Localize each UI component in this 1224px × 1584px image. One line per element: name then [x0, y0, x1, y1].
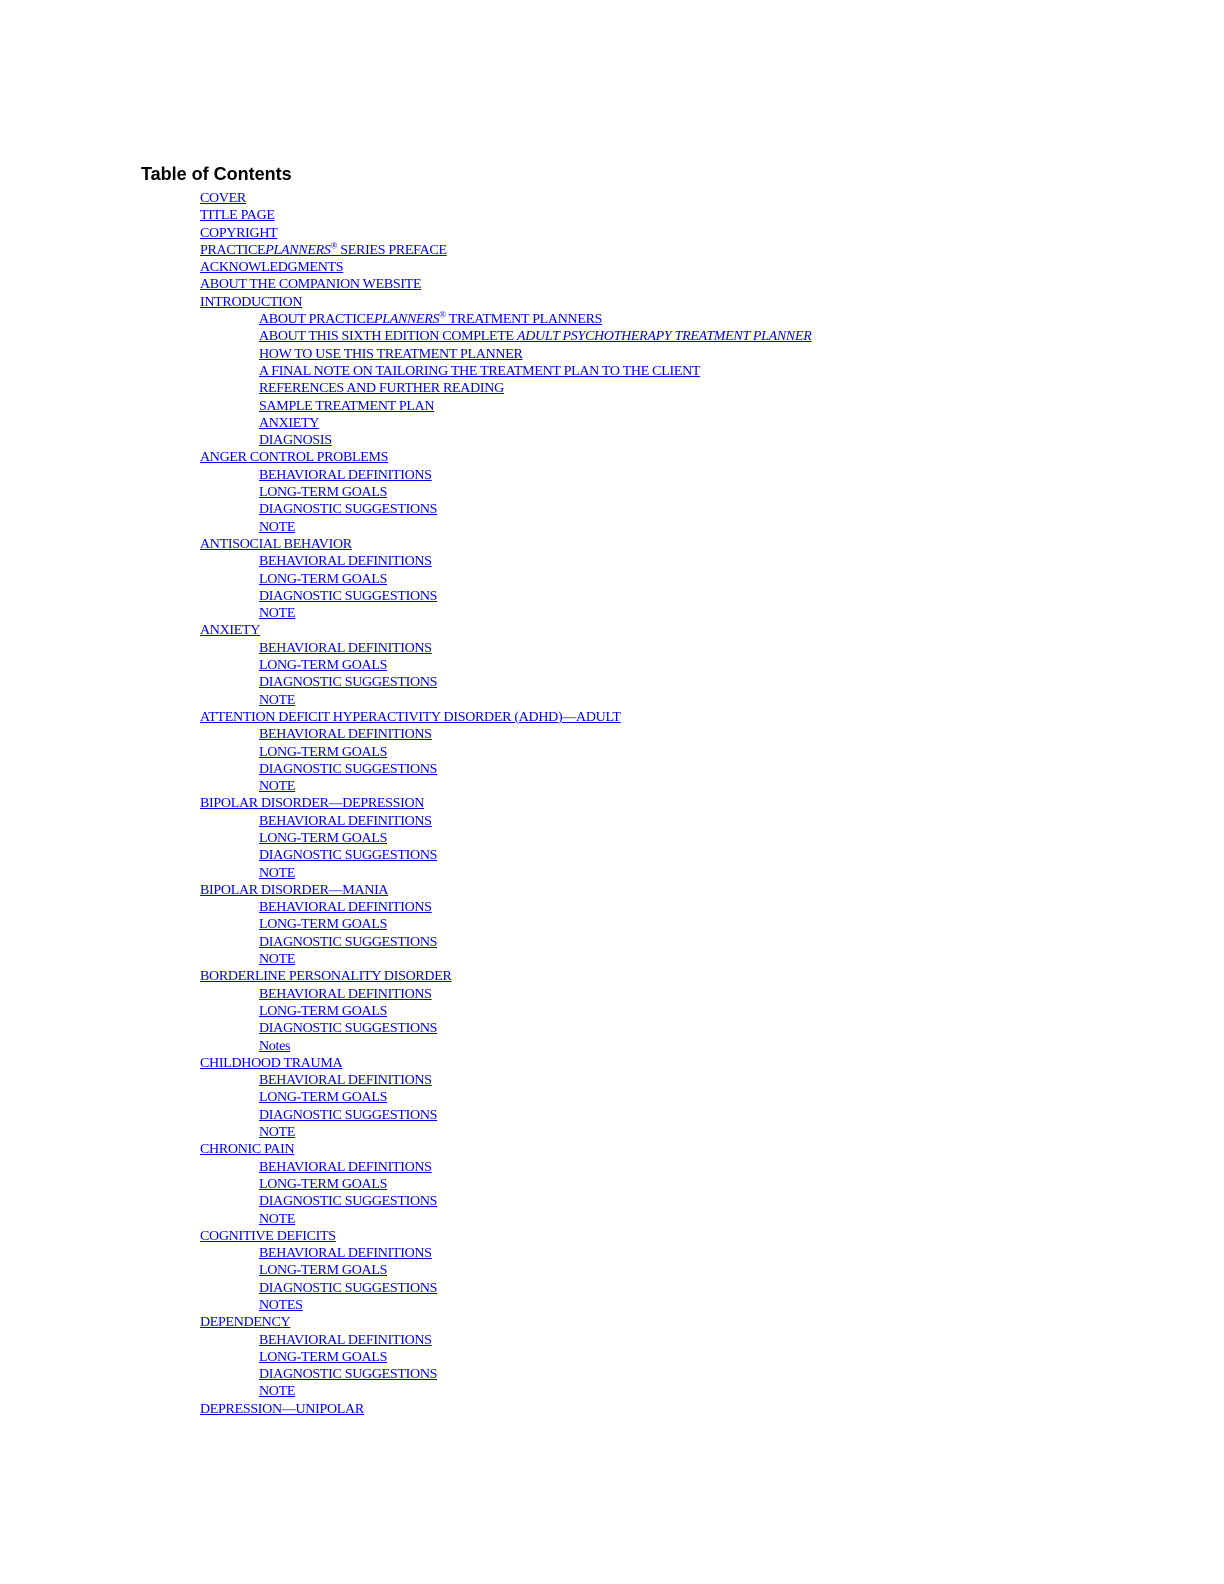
toc-row	[259, 1176, 1224, 1193]
toc-row	[200, 259, 1224, 276]
toc-link-diagnostic-suggestions[interactable]: DIAGNOSTIC SUGGESTIONS	[259, 1107, 438, 1123]
toc-row	[259, 830, 1224, 847]
toc-row	[259, 1383, 1224, 1400]
toc-row	[259, 1072, 1224, 1089]
toc-link-chronic-pain[interactable]: CHRONIC PAIN	[200, 1142, 295, 1158]
toc-row	[259, 380, 1224, 397]
toc-row	[259, 363, 1224, 380]
toc-link-bipolar-disorder-depression[interactable]: BIPOLAR DISORDER—DEPRESSION	[200, 796, 425, 812]
toc-row	[259, 813, 1224, 830]
toc-row	[259, 986, 1224, 1003]
toc-link-anger-control-problems[interactable]: ANGER CONTROL PROBLEMS	[200, 450, 389, 466]
toc-link-diagnostic-suggestions[interactable]: DIAGNOSTIC SUGGESTIONS	[259, 588, 438, 604]
toc-row	[259, 1280, 1224, 1297]
toc-row	[200, 225, 1224, 242]
toc-row	[259, 778, 1224, 795]
toc-link-behavioral-definitions[interactable]: BEHAVIORAL DEFINITIONS	[259, 813, 432, 829]
toc-link-diagnostic-suggestions[interactable]: DIAGNOSTIC SUGGESTIONS	[259, 848, 438, 864]
toc-link-note[interactable]: NOTE	[259, 519, 296, 535]
toc-link-about-this-sixth-edition-complete-adult-psychotherapy-treatment-planner[interactable]	[259, 329, 811, 344]
toc-link-diagnostic-suggestions[interactable]: DIAGNOSTIC SUGGESTIONS	[259, 934, 438, 950]
page-title: Table of Contents	[141, 164, 292, 184]
toc-link-behavioral-definitions[interactable]: BEHAVIORAL DEFINITIONS	[259, 900, 432, 916]
toc-row	[259, 1107, 1224, 1124]
toc-link-text[interactable]: PLANNERS	[373, 312, 440, 328]
toc-row	[259, 1003, 1224, 1020]
toc-row	[259, 1038, 1224, 1055]
toc-row	[259, 1211, 1224, 1228]
toc-link-text[interactable]: PRACTICE	[200, 242, 266, 258]
toc-row	[200, 242, 1224, 259]
toc-row	[259, 934, 1224, 951]
toc-link-diagnostic-suggestions[interactable]: DIAGNOSTIC SUGGESTIONS	[259, 1280, 438, 1296]
toc-link-long-term-goals[interactable]: LONG-TERM GOALS	[259, 658, 388, 674]
toc-row	[259, 484, 1224, 501]
toc-link-text[interactable]: ADULT PSYCHOTHERAPY TREATMENT PLANNER	[517, 329, 812, 345]
toc-link-note[interactable]: NOTE	[259, 606, 296, 622]
toc-link-diagnostic-suggestions[interactable]: DIAGNOSTIC SUGGESTIONS	[259, 502, 438, 518]
toc-link-practiceplanners-series-preface[interactable]	[200, 240, 447, 258]
toc-link-text[interactable]: SERIES PREFACE	[337, 242, 447, 258]
toc-link-diagnostic-suggestions[interactable]: DIAGNOSTIC SUGGESTIONS	[259, 761, 438, 777]
toc-link-note[interactable]: NOTE	[259, 1125, 296, 1141]
toc-link-text[interactable]: ABOUT PRACTICE	[259, 312, 374, 328]
toc-link-notes[interactable]: NOTES	[259, 1298, 303, 1313]
toc-link-long-term-goals[interactable]: LONG-TERM GOALS	[259, 1349, 388, 1365]
toc-row	[259, 1089, 1224, 1106]
toc-link-behavioral-definitions[interactable]: BEHAVIORAL DEFINITIONS	[259, 640, 432, 656]
toc-row	[259, 726, 1224, 743]
toc-row	[259, 328, 1224, 345]
toc-link-notes[interactable]: Notes	[259, 1038, 291, 1054]
toc-row	[200, 709, 1224, 726]
toc-link-long-term-goals[interactable]: LONG-TERM GOALS	[259, 1003, 388, 1019]
toc-row	[259, 501, 1224, 518]
toc-row	[259, 1193, 1224, 1210]
toc-link-title-page[interactable]: TITLE PAGE	[200, 208, 275, 224]
toc-row	[200, 882, 1224, 899]
toc-link-behavioral-definitions[interactable]: BEHAVIORAL DEFINITIONS	[259, 554, 432, 570]
toc-row	[259, 467, 1224, 484]
toc-row	[200, 968, 1224, 985]
toc-link-childhood-trauma[interactable]: CHILDHOOD TRAUMA	[200, 1055, 343, 1071]
toc-link-note[interactable]: NOTE	[259, 865, 296, 881]
toc-link-antisocial-behavior[interactable]: ANTISOCIAL BEHAVIOR	[200, 536, 352, 552]
toc-link-behavioral-definitions[interactable]: BEHAVIORAL DEFINITIONS	[259, 1073, 432, 1089]
toc-link-about-practiceplanners-treatment-planners[interactable]	[259, 309, 603, 328]
toc-link-behavioral-definitions[interactable]: BEHAVIORAL DEFINITIONS	[259, 1159, 432, 1175]
toc-row	[200, 622, 1224, 639]
toc-row	[259, 674, 1224, 691]
toc-row	[259, 1366, 1224, 1383]
toc-link-a-final-note-on-tailoring-the-treatment-plan-to-the-client[interactable]: A FINAL NOTE ON TAILORING THE TREATMENT PLAN TO THE CLIENT	[259, 363, 701, 379]
toc-link-diagnosis[interactable]: DIAGNOSIS	[259, 433, 332, 449]
toc-link-references-and-further-reading[interactable]: REFERENCES AND FURTHER READING	[259, 381, 504, 397]
toc-link-long-term-goals[interactable]: LONG-TERM GOALS	[259, 744, 388, 760]
toc-row	[259, 1262, 1224, 1279]
toc-row	[259, 432, 1224, 449]
toc-row	[200, 1401, 1224, 1418]
toc-row	[259, 571, 1224, 588]
toc-row	[200, 190, 1224, 207]
toc-row	[259, 415, 1224, 432]
toc-link-copyright[interactable]: COPYRIGHT	[200, 225, 278, 241]
toc-link-cover[interactable]: COVER	[200, 191, 246, 206]
toc-link-long-term-goals[interactable]: LONG-TERM GOALS	[259, 1263, 388, 1279]
toc-row	[200, 449, 1224, 466]
toc-row	[259, 1349, 1224, 1366]
toc-row	[259, 847, 1224, 864]
toc-row	[259, 657, 1224, 674]
toc-link-long-term-goals[interactable]: LONG-TERM GOALS	[259, 917, 388, 933]
toc-link-text[interactable]: PLANNERS	[265, 242, 331, 258]
toc-link-about-the-companion-website[interactable]: ABOUT THE COMPANION WEBSITE	[200, 277, 422, 293]
toc-link-diagnostic-suggestions[interactable]: DIAGNOSTIC SUGGESTIONS	[259, 1021, 438, 1037]
toc-row	[259, 1332, 1224, 1349]
toc-row	[259, 744, 1224, 761]
toc-row	[200, 1141, 1224, 1158]
toc-row	[259, 951, 1224, 968]
toc-link-behavioral-definitions[interactable]: BEHAVIORAL DEFINITIONS	[259, 727, 432, 743]
toc-link-anxiety[interactable]: ANXIETY	[259, 415, 320, 431]
toc-row	[200, 276, 1224, 293]
toc-row	[259, 692, 1224, 709]
toc-row	[259, 519, 1224, 536]
toc-row	[259, 1245, 1224, 1262]
toc-row	[259, 865, 1224, 882]
toc-link-how-to-use-this-treatment-planner[interactable]: HOW TO USE THIS TREATMENT PLANNER	[259, 346, 523, 362]
toc-link-diagnostic-suggestions[interactable]: DIAGNOSTIC SUGGESTIONS	[259, 675, 438, 691]
toc-row	[259, 605, 1224, 622]
toc-link-cognitive-deficits[interactable]: COGNITIVE DEFICITS	[200, 1228, 336, 1244]
toc-link-attention-deficit-hyperactivity-disorder-adhd-adult[interactable]: ATTENTION DEFICIT HYPERACTIVITY DISORDER (ADHD)—ADULT	[200, 709, 621, 725]
toc-row	[259, 1297, 1224, 1314]
registered-trademark-symbol[interactable]: ®	[439, 309, 446, 320]
toc-link-behavioral-definitions[interactable]: BEHAVIORAL DEFINITIONS	[259, 986, 432, 1002]
toc-row	[259, 553, 1224, 570]
toc-row	[259, 588, 1224, 605]
toc-link-behavioral-definitions[interactable]: BEHAVIORAL DEFINITIONS	[259, 1332, 432, 1348]
toc-link-sample-treatment-plan[interactable]: SAMPLE TREATMENT PLAN	[259, 398, 435, 414]
toc-row	[259, 1159, 1224, 1176]
toc-link-text[interactable]: ABOUT THIS SIXTH EDITION COMPLETE	[259, 329, 517, 345]
toc-link-note[interactable]: NOTE	[259, 1211, 296, 1227]
toc-row	[200, 536, 1224, 553]
toc-link-long-term-goals[interactable]: LONG-TERM GOALS	[259, 571, 388, 587]
toc-link-behavioral-definitions[interactable]: BEHAVIORAL DEFINITIONS	[259, 467, 432, 483]
toc-link-text[interactable]: TREATMENT PLANNERS	[445, 312, 603, 328]
toc-row	[259, 899, 1224, 916]
toc-link-borderline-personality-disorder[interactable]: BORDERLINE PERSONALITY DISORDER	[200, 969, 452, 985]
toc-row	[259, 346, 1224, 363]
toc-row	[259, 398, 1224, 415]
toc-link-anxiety[interactable]: ANXIETY	[200, 623, 261, 639]
toc-link-dependency[interactable]: DEPENDENCY	[200, 1315, 291, 1331]
toc-row	[259, 1124, 1224, 1141]
toc-link-long-term-goals[interactable]: LONG-TERM GOALS	[259, 1176, 388, 1192]
toc-row	[200, 1314, 1224, 1331]
toc-link-long-term-goals[interactable]: LONG-TERM GOALS	[259, 485, 388, 501]
toc-row	[200, 1228, 1224, 1245]
toc-link-behavioral-definitions[interactable]: BEHAVIORAL DEFINITIONS	[259, 1246, 432, 1262]
table-of-contents	[0, 190, 1224, 1418]
registered-trademark-symbol[interactable]: ®	[330, 240, 338, 251]
toc-row	[259, 916, 1224, 933]
toc-row	[200, 207, 1224, 224]
toc-link-diagnostic-suggestions[interactable]: DIAGNOSTIC SUGGESTIONS	[259, 1367, 438, 1383]
toc-link-introduction[interactable]: INTRODUCTION	[200, 294, 303, 310]
toc-row	[200, 294, 1224, 311]
toc-link-long-term-goals[interactable]: LONG-TERM GOALS	[259, 1090, 388, 1106]
toc-link-depression-unipolar[interactable]: DEPRESSION—UNIPOLAR	[200, 1401, 364, 1417]
toc-link-bipolar-disorder-mania[interactable]: BIPOLAR DISORDER—MANIA	[200, 882, 389, 898]
toc-row	[259, 1020, 1224, 1037]
toc-link-note[interactable]: NOTE	[259, 1384, 296, 1400]
toc-row	[259, 761, 1224, 778]
toc-link-note[interactable]: NOTE	[259, 692, 296, 708]
toc-link-acknowledgments[interactable]: ACKNOWLEDGMENTS	[200, 260, 344, 276]
toc-link-long-term-goals[interactable]: LONG-TERM GOALS	[259, 830, 388, 846]
toc-row	[259, 640, 1224, 657]
toc-row	[259, 311, 1224, 328]
toc-link-note[interactable]: NOTE	[259, 779, 296, 795]
toc-row	[200, 795, 1224, 812]
toc-link-diagnostic-suggestions[interactable]: DIAGNOSTIC SUGGESTIONS	[259, 1194, 438, 1210]
toc-link-note[interactable]: NOTE	[259, 952, 296, 968]
toc-row	[200, 1055, 1224, 1072]
